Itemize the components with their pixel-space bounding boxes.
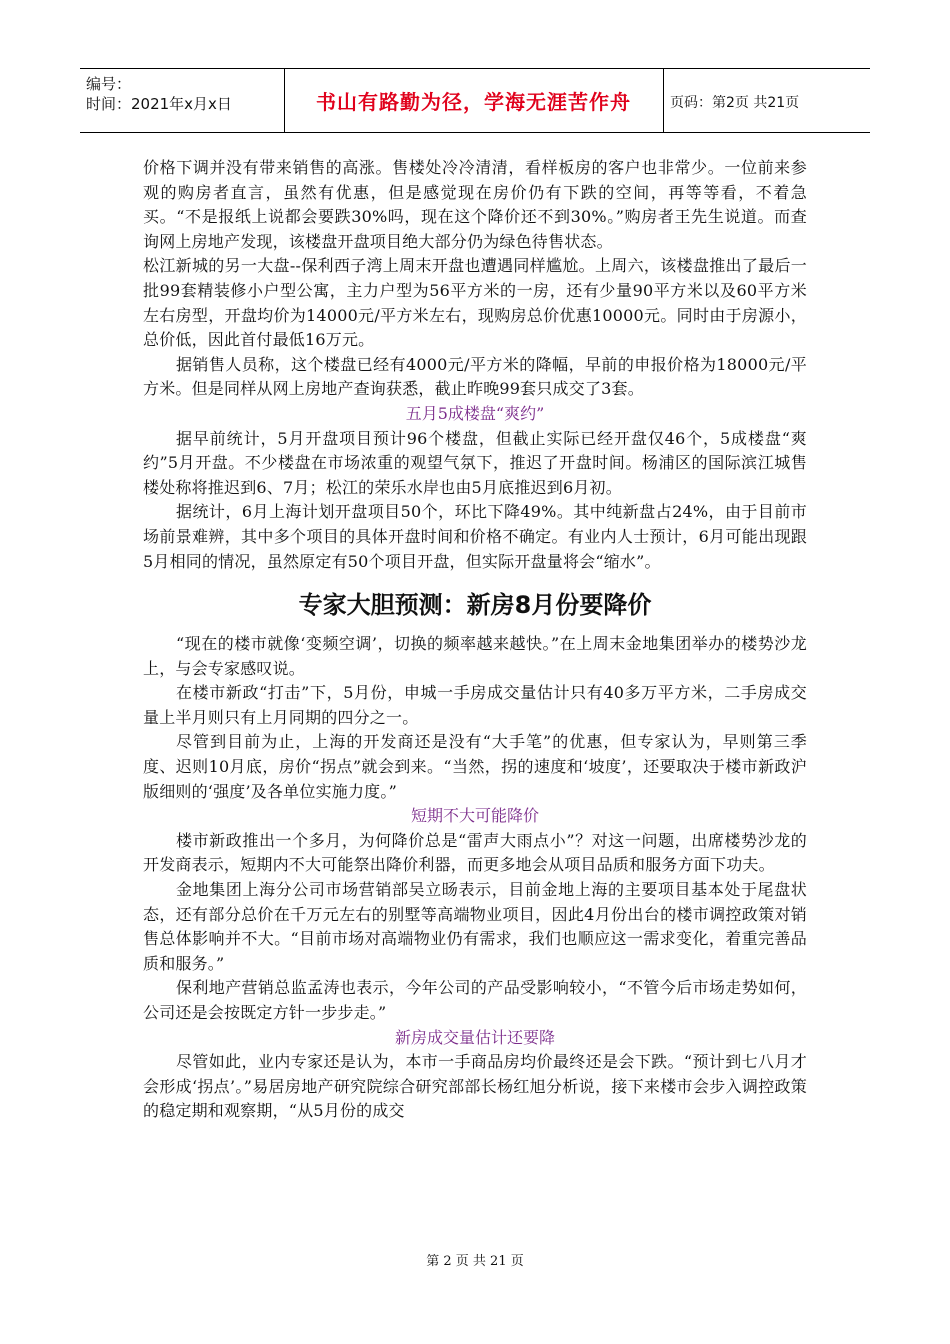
header-page-info: 页码：第2页 共21页 bbox=[670, 95, 800, 111]
paragraph: 价格下调并没有带来销售的高涨。售楼处冷冷清清，看样板房的客户也非常少。一位前来参观的购房者直言，虽然有优惠，但是感觉现在房价仍有下跌的空间，再等等看，不着急买。“不是报纸上说都会要跌30%吗，现在这个降价还不到30%。”购房者王先生说道。而查询网上房地产发现，该楼盘开盘项目绝大部分仍为绿色待售状态。 bbox=[143, 158, 807, 251]
paragraph: 据早前统计，5月开盘项目预计96个楼盘，但截止实际已经开盘仅46个，5成楼盘“爽约”5月开盘。不少楼盘在市场浓重的观望气氛下，推迟了开盘时间。杨浦区的国际滨江城售楼处称将推迟到6、7月；松江的荣乐水岸也由5月底推迟到6月初。 bbox=[143, 428, 807, 497]
paragraph: 尽管如此，业内专家还是认为，本市一手商品房均价最终还是会下跌。“预计到七八月才会形成‘拐点’。”易居房地产研究院综合研究部部长杨红旭分析说，接下来楼市会步入调控政策的稳定期和观察期，“从5月份的成交 bbox=[143, 1052, 807, 1121]
page-footer: 第 2 页 共 21 页 bbox=[426, 1254, 524, 1269]
paragraph: 在楼市新政“打击”下，5月份，申城一手房成交量估计只有40多万平方米，二手房成交量上半月则只有上月同期的四分之一。 bbox=[143, 683, 807, 727]
date-label: 时间：2021年x月x日 bbox=[86, 95, 232, 113]
subheading: 五月5成楼盘“爽约” bbox=[405, 403, 545, 423]
paragraph: 松江新城的另一大盘--保利西子湾上周末开盘也遭遇同样尴尬。上周六，该楼盘推出了最后一批99套精装修小户型公寓，主力户型为56平方米的一房，还有少量90平方米以及60平方米左右房型，开盘均价为14000元/平方米左右，现购房总价优惠10000元。同时由于房源小，总价低，因此首付最低16万元。 bbox=[143, 256, 807, 350]
paragraph: “现在的楼市就像‘变频空调’，切换的频率越来越快。”在上周末金地集团举办的楼势沙龙上，与会专家感叹说。 bbox=[143, 634, 807, 678]
header-motto: 书山有路勤为径，学海无涯苦作舟 bbox=[316, 89, 631, 114]
page-header bbox=[80, 68, 870, 134]
paragraph: 据销售人员称，这个楼盘已经有4000元/平方米的降幅，早前的申报价格为18000元/平方米。但是同样从网上房地产查询获悉，截止昨晚99套只成交了3套。 bbox=[143, 354, 807, 399]
paragraph: 楼市新政推出一个多月，为何降价总是“雷声大雨点小”？对这一问题，出席楼势沙龙的开发商表示，短期内不大可能祭出降价利器，而更多地会从项目品质和服务方面下功夫。 bbox=[143, 830, 807, 875]
section-heading: 专家大胆预测：新房8月份要降价 bbox=[298, 591, 652, 620]
subheading: 短期不大可能降价 bbox=[410, 806, 539, 826]
paragraph: 金地集团上海分公司市场营销部吴立旸表示，目前金地上海的主要项目基本处于尾盘状态，还有部分总价在千万元左右的别墅等高端物业项目，因此4月份出台的楼市调控政策对销售总体影响并不大。“目前市场对高端物业仍有需求，我们也顺应这一需求变化，着重完善品质和服务。” bbox=[143, 880, 807, 973]
serial-label: 编号： bbox=[86, 75, 132, 93]
article-body bbox=[143, 156, 807, 1124]
header-meta bbox=[86, 74, 232, 114]
subheading: 新房成交量估计还要降 bbox=[394, 1027, 555, 1047]
paragraph: 尽管到目前为止，上海的开发商还是没有“大手笔”的优惠，但专家认为，早则第三季度、迟则10月底，房价“拐点”就会到来。“当然，拐的速度和‘坡度’，还要取决于楼市新政沪版细则的‘强度’及各单位实施力度。” bbox=[143, 732, 807, 801]
paragraph: 保利地产营销总监孟涛也表示，今年公司的产品受影响较小，“不管今后市场走势如何，公司还是会按既定方针一步步走。” bbox=[143, 978, 807, 1022]
header-divider-right bbox=[663, 68, 664, 133]
paragraph: 据统计，6月上海计划开盘项目50个，环比下降49%。其中纯新盘占24%，由于目前市场前景难辨，其中多个项目的具体开盘时间和价格不确定。有业内人士预计，6月可能出现跟5月相同的情况，虽然原定有50个项目开盘，但实际开盘量将会“缩水”。 bbox=[143, 502, 807, 571]
header-bottom-rule bbox=[80, 132, 870, 133]
